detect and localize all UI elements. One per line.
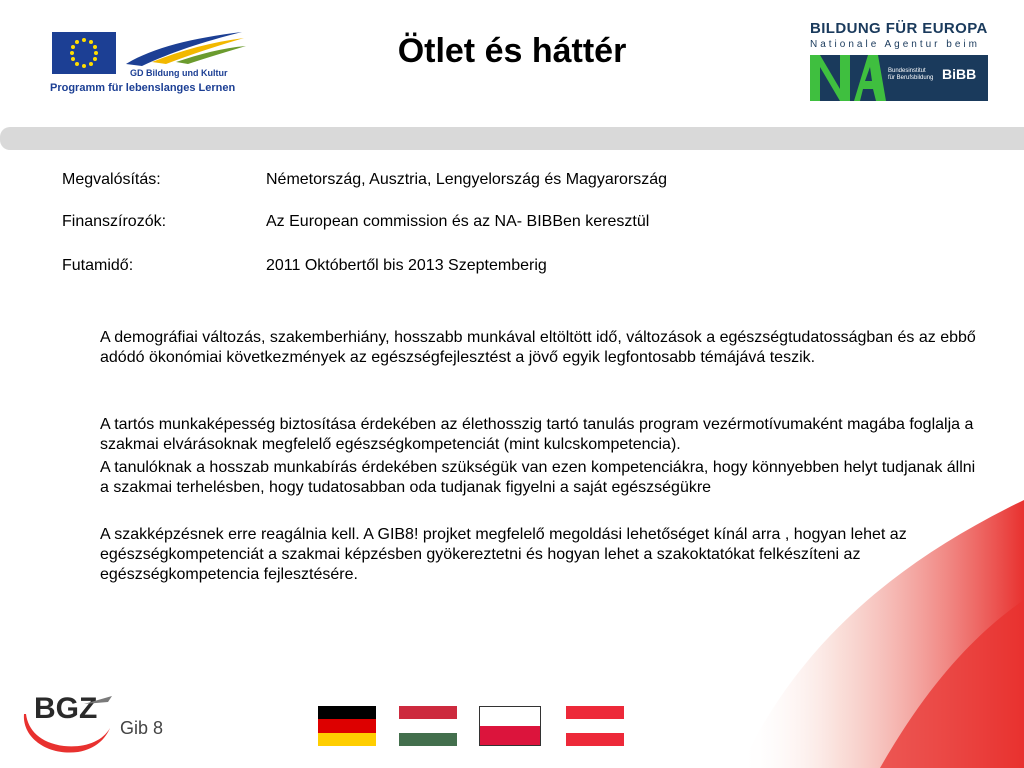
poland-flag [479,706,541,746]
na-emblem [810,55,988,101]
eu-dg-label: GD Bildung und Kultur [130,68,228,78]
hungary-flag [399,706,457,746]
info-value: 2011 Októbertől bis 2013 Szeptemberig [266,257,547,274]
paragraph-demographics: A demográfiai változás, szakemberhiány, hosszabb munkával eltöltött idő, változások a egészségtudatosságban és az ebbő adódó ökonómiai következmények az egészségfejlesztést a jövő egyik legfontosabb témájává teszik. [100,329,976,366]
bibb-brand: BiBB [942,66,977,82]
austria-flag [566,706,624,746]
bibb-institute-label: Bundesinstitut für Berufsbildung [888,68,934,81]
bgz-logo [18,686,113,758]
footer-label: Gib 8 [120,718,164,738]
eu-programme-label: Programm für lebenslanges Lernen [50,82,236,94]
paragraph-workability: A tartós munkaképesség biztosítása érdekében az élethosszig tartó tanulás program vezérmotívumaként magába foglalja a szakmai elvárásoknak megfelelő egészségkompetenciát (mint kulcskompetencia). [100,416,974,453]
page-title: Ötlet és háttér [397,32,627,70]
info-label: Futamidő: [62,257,134,274]
info-label: Megvalósítás: [62,171,161,188]
germany-flag [318,706,376,746]
na-subtitle: Nationale Agentur beim [810,39,980,50]
info-label: Finanszírozók: [62,213,167,230]
bgz-logo-text: BGZ [34,692,98,725]
paragraph-learners: A tanulóknak a hosszab munkabírás érdekében szükségük van ezen kompetenciákra, hogy könnyebben helyt tudjanak állni a szakmai terhelésben, hogy tudatosabban oda tudjanak figyelni a saját egészségükre [100,459,976,496]
header-divider [0,127,1024,150]
info-value: Az European commission és az NA- BIBBen keresztül [266,213,650,230]
info-value: Németország, Ausztria, Lengyelország és Magyarország [266,171,668,188]
na-bibb-logo [810,20,992,104]
na-title: BILDUNG FÜR EUROPA [810,20,988,37]
paragraph-vocational: A szakképzésnek erre reagálnia kell. A GIB8! projket megfelelő megoldási lehetőséget kínál arra , hogyan lehet az egészségkompetenciát a szakmai képzésben gyökereztetni és hogyan lehet a szakoktatókat felkészíteni az egészségkompetencia fejlesztésére. [100,526,907,583]
